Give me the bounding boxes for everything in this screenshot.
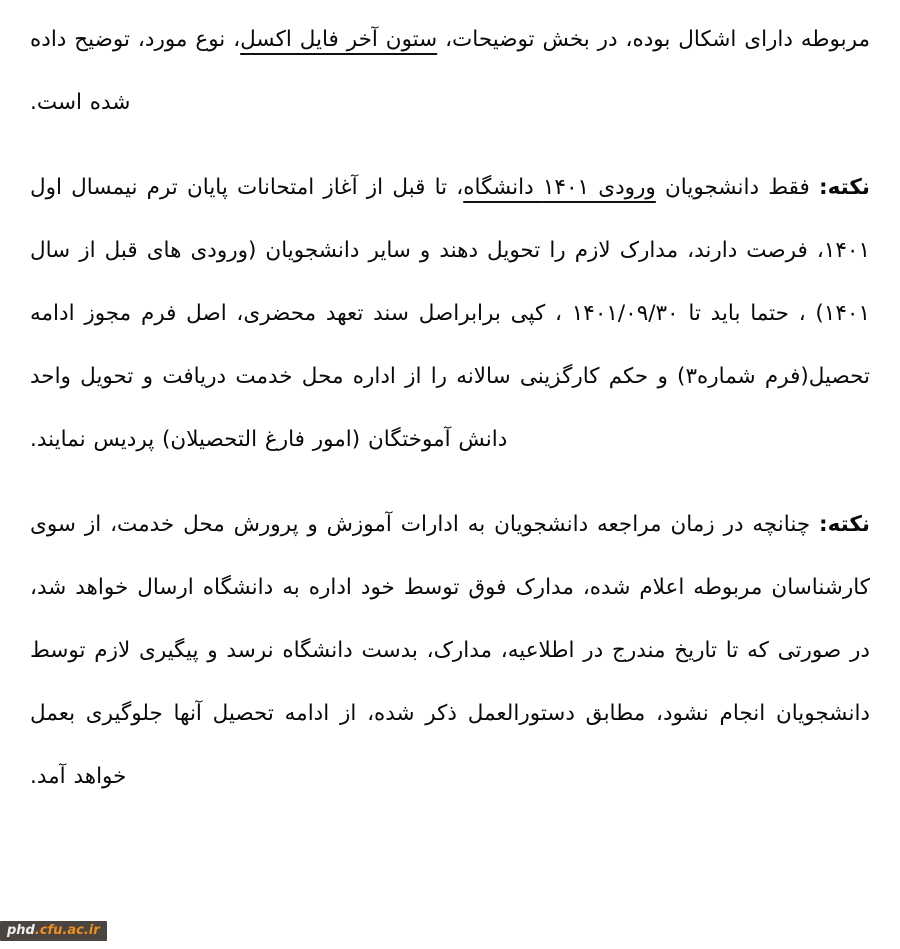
paragraph-3-segment-1: چنانچه در زمان مراجعه دانشجویان به ادارات آموزش و پرورش محل خدمت، از سوی کارشناسان مربوطه اعلام شده، مدارک فوق توسط خود اداره به دانشگاه ارسال خواهد شد، در صورتی که تا تاریخ مندرج در اطلاعیه، مدارک، بدست دانشگاه نرسد و پیگیری لازم توسط دانشجویان انجام نشود، مطابق دستورالعمل ذکر شده، از ادامه تحصیل آنها جلوگیری بعمل خواهد آمد. <box>30 512 870 789</box>
paragraph-1 <box>30 8 870 134</box>
paragraph-3-lead-label: نکته: <box>819 512 870 537</box>
watermark-badge <box>0 921 107 941</box>
document-body <box>30 0 870 808</box>
paragraph-2-segment-1: فقط دانشجویان <box>655 175 819 200</box>
paragraph-1-segment-2: ، نوع مورد، توضیح داده شده است. <box>30 27 241 115</box>
paragraph-2-lead-label: نکته: <box>819 175 870 200</box>
watermark-prefix: phd <box>7 923 35 938</box>
paragraph-1-underlined-phrase: ستون آخر فایل اکسل <box>240 27 438 52</box>
paragraph-2 <box>30 156 870 471</box>
paragraph-1-segment-1: مربوطه دارای اشکال بوده، در بخش توضیحات، <box>437 27 870 52</box>
paragraph-3 <box>30 493 870 808</box>
watermark-suffix: .cfu.ac.ir <box>34 923 100 938</box>
paragraph-2-segment-2: ، تا قبل از آغاز امتحانات پایان ترم نیمسال اول ۱۴۰۱، فرصت دارند، مدارک لازم را تحویل دهند و سایر دانشجویان (ورودی های قبل از سال ۱۴۰۱) ، حتما باید تا ۱۴۰۱/۰۹/۳۰ ، کپی برابراصل سند تعهد محضری، اصل فرم مجوز ادامه تحصیل(فرم شماره۳) و حکم کارگزینی سالانه را از اداره محل خدمت دریافت و تحویل واحد دانش آموختگان (امور فارغ التحصیلان) پردیس نمایند. <box>30 175 871 452</box>
paragraph-2-underlined-phrase: ورودی ۱۴۰۱ دانشگاه <box>463 175 656 200</box>
